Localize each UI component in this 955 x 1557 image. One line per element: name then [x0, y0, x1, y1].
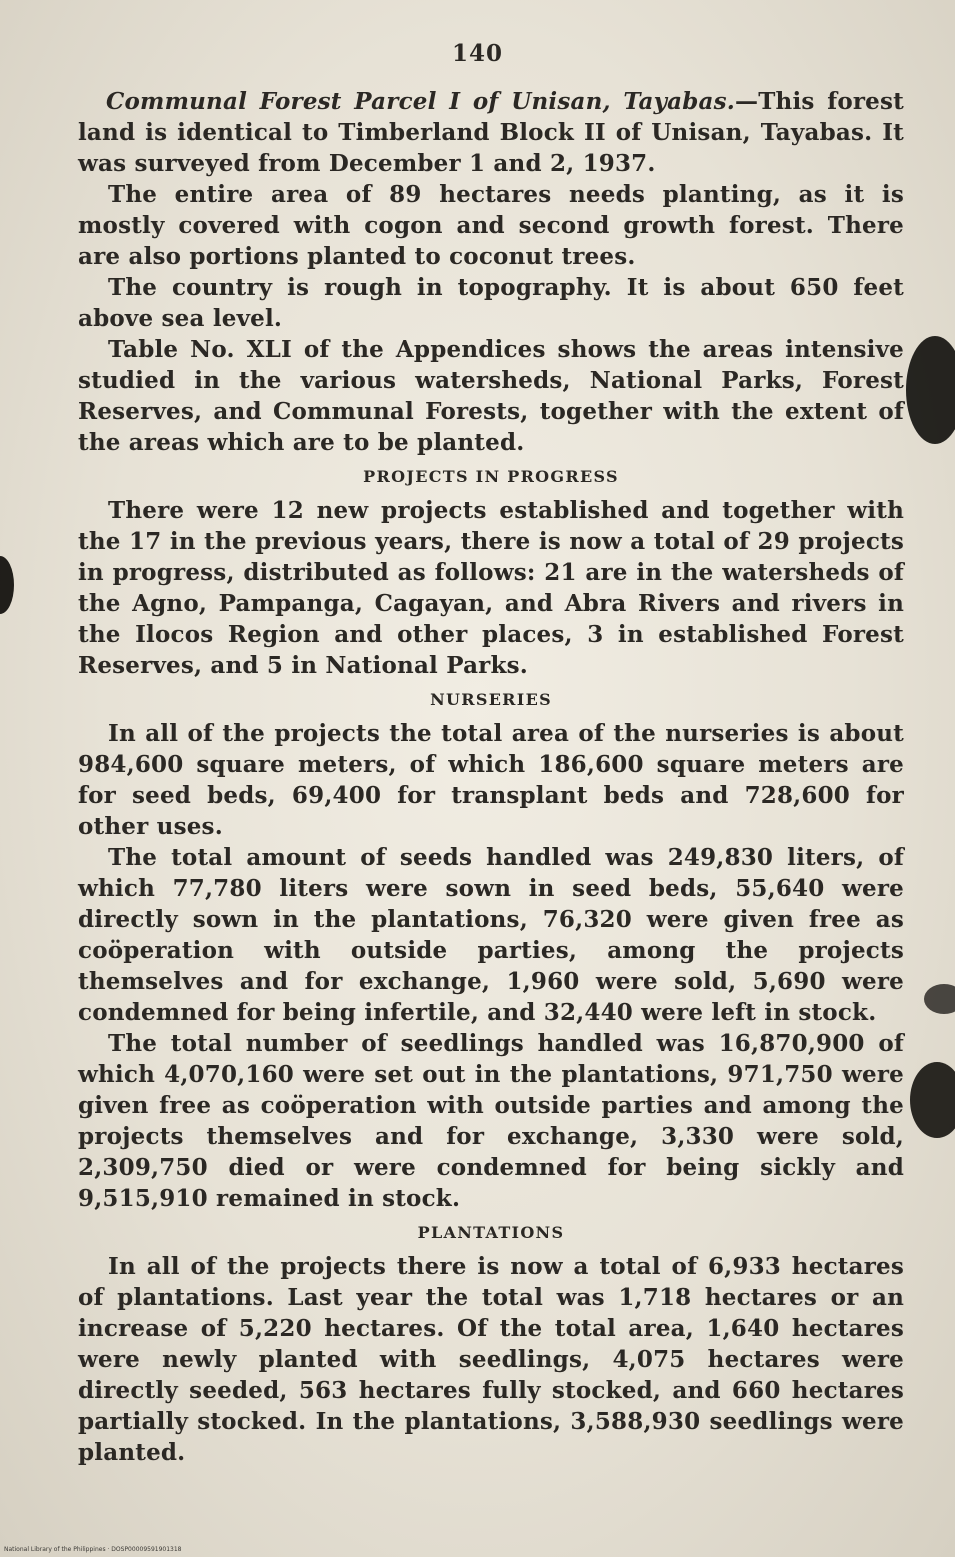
paragraph: There were 12 new projects established and together with the 17 in the previous years, there is now a total of 29 projects in progress, distributed as follows: 21 are in the watersheds of the Agno, Pampanga, Cagayan, and Abra Rivers and rivers in the Ilocos Region and other places, 3 in established Forest Reserves, and 5 in National Parks. — [78, 497, 904, 679]
body-text — [78, 86, 904, 1468]
paragraph: The country is rough in topography. It is about 650 feet above sea level. — [78, 274, 904, 332]
paragraph: The total number of seedlings handled was 16,870,900 of which 4,070,160 were set out in the plantations, 971,750 were given free as coöperation with outside parties and among the projects themselves and for exchange, 3,330 were sold, 2,309,750 died or were condemned for being sickly and 9,515,910 remained in stock. — [78, 1030, 904, 1212]
ink-blot — [910, 1062, 955, 1138]
paragraph: In all of the projects the total area of the nurseries is about 984,600 square meters, of which 186,600 square meters are for seed beds, 69,400 for transplant beds and 728,600 for other uses. — [78, 720, 904, 840]
ink-blot — [0, 556, 14, 614]
paragraph: Table No. XLI of the Appendices shows the areas intensive studied in the various watersheds, National Parks, Forest Reserves, and Communal Forests, together with the extent of the areas which are to be planted. — [78, 336, 904, 456]
paragraph: The total amount of seeds handled was 249,830 liters, of which 77,780 liters were sown in seed beds, 55,640 were directly sown in the plantations, 76,320 were given free as coöperation with outside parties, among the projects themselves and for exchange, 1,960 were sold, 5,690 were condemned for being infertile, and 32,440 were left in stock. — [78, 844, 904, 1026]
run-in-title: Communal Forest Parcel I of Unisan, Tayabas. — [106, 88, 736, 115]
paragraph: The entire area of 89 hectares needs planting, as it is mostly covered with cogon and second growth forest. There are also portions planted to coconut trees. — [78, 181, 904, 270]
page-number: 140 — [451, 40, 503, 67]
section-heading-nurseries: NURSERIES — [430, 690, 552, 709]
scan-footer-note: National Library of the Philippines · DOSP00009591901318 — [4, 1546, 182, 1553]
section-heading-projects-in-progress: PROJECTS IN PROGRESS — [363, 467, 619, 486]
ink-blot — [906, 336, 955, 444]
intro-paragraph — [78, 86, 904, 179]
ink-blot — [924, 984, 955, 1014]
run-in-text: —This forest land is identical to Timberland Block II of Unisan, Tayabas. It was surveyed from December 1 and 2, 1937. — [78, 88, 904, 177]
section-heading-plantations: PLANTATIONS — [417, 1223, 565, 1242]
paragraph: In all of the projects there is now a total of 6,933 hectares of plantations. Last year the total was 1,718 hectares or an increase of 5,220 hectares. Of the total area, 1,640 hectares were newly planted with seedlings, 4,075 hectares were directly seeded, 563 hectares fully stocked, and 660 hectares partially stocked. In the plantations, 3,588,930 seedlings were planted. — [78, 1253, 904, 1466]
